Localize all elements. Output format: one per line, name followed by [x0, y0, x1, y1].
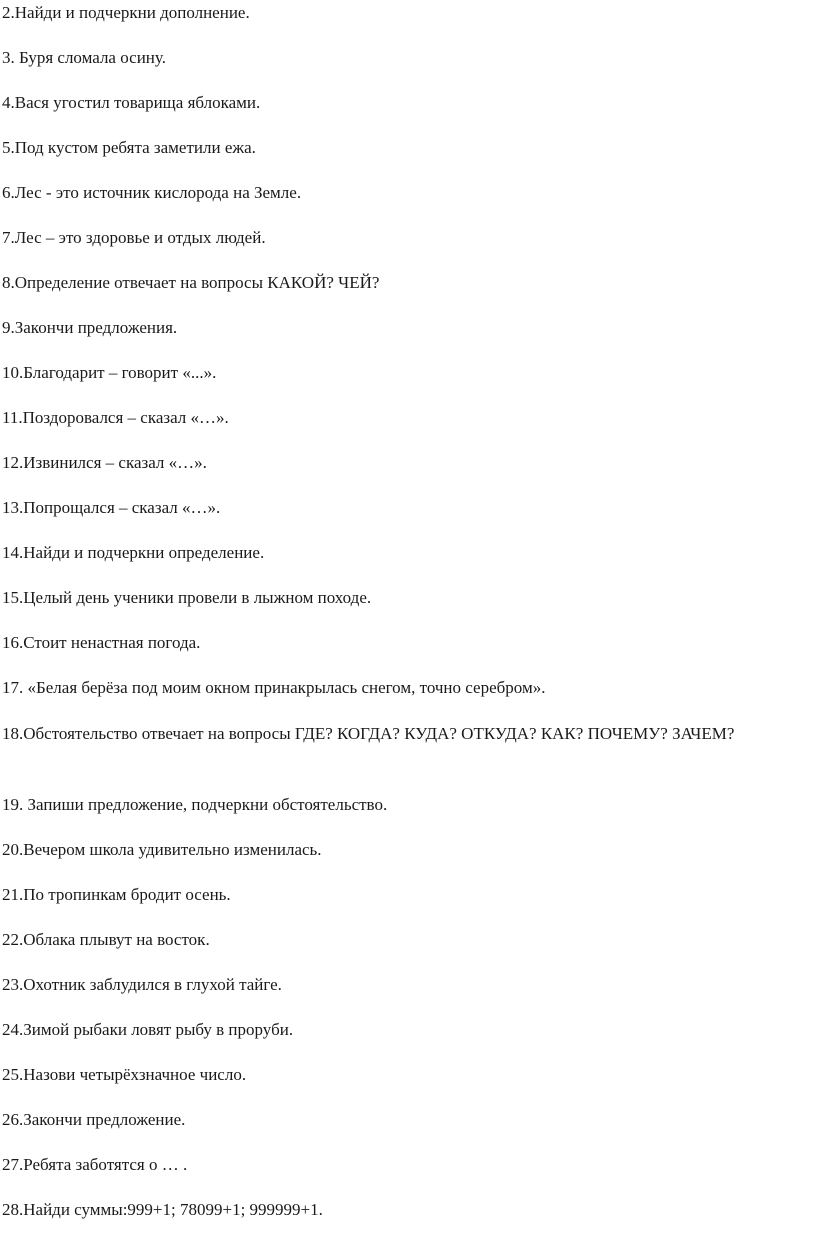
line-20: 20.Вечером школа удивительно изменилась. — [2, 840, 322, 859]
line-25: 25.Назови четырёхзначное число. — [2, 1065, 247, 1084]
line-13: 13.Попрощался – сказал «…». — [2, 498, 221, 517]
line-27: 27.Ребята заботятся о … . — [2, 1155, 188, 1174]
line-8: 8.Определение отвечает на вопросы КАКОЙ? ЧЕЙ? — [2, 273, 380, 292]
line-19: 19. Запиши предложение, подчеркни обстоятельство. — [2, 795, 388, 814]
line-17: 17. «Белая берёза под моим окном принакрылась снегом, точно серебром». — [2, 678, 546, 697]
line-2: 2.Найди и подчеркни дополнение. — [2, 3, 250, 22]
line-24: 24.Зимой рыбаки ловят рыбу в проруби. — [2, 1020, 294, 1039]
line-26: 26.Закончи предложение. — [2, 1110, 186, 1129]
line-16: 16.Стоит ненастная погода. — [2, 633, 201, 652]
line-12: 12.Извинился – сказал «…». — [2, 453, 207, 472]
line-15: 15.Целый день ученики провели в лыжном походе. — [2, 588, 372, 607]
line-18: 18.Обстоятельство отвечает на вопросы ГДЕ? КОГДА? КУДА? ОТКУДА? КАК? ПОЧЕМУ? ЗАЧЕМ? — [2, 724, 735, 743]
line-6: 6.Лес - это источник кислорода на Земле. — [2, 183, 302, 202]
line-4: 4.Вася угостил товарища яблоками. — [2, 93, 261, 112]
line-28: 28.Найди суммы:999+1; 78099+1; 999999+1. — [2, 1200, 323, 1219]
line-21: 21.По тропинкам бродит осень. — [2, 885, 231, 904]
line-9: 9.Закончи предложения. — [2, 318, 178, 337]
line-11: 11.Поздоровался – сказал «…». — [2, 408, 229, 427]
line-14: 14.Найди и подчеркни определение. — [2, 543, 265, 562]
line-7: 7.Лес – это здоровье и отдых людей. — [2, 228, 266, 247]
line-3: 3. Буря сломала осину. — [2, 48, 166, 67]
line-23: 23.Охотник заблудился в глухой тайге. — [2, 975, 282, 994]
line-22: 22.Облака плывут на восток. — [2, 930, 210, 949]
line-5: 5.Под кустом ребята заметили ежа. — [2, 138, 256, 157]
line-10: 10.Благодарит – говорит «...». — [2, 363, 217, 382]
